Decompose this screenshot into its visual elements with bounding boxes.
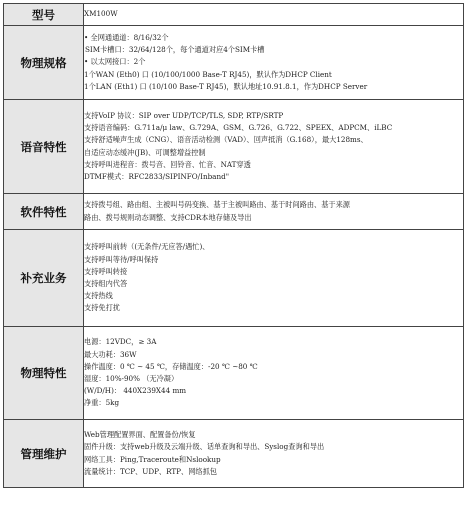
row-line: 最大功耗：36W (84, 349, 137, 359)
row-line: 支持呼叫等待/呼叫保持 (84, 254, 159, 264)
row-key: 物理规格 (4, 26, 84, 100)
row-line: 操作温度：0 ℃ ~ 45 ℃，存储温度：-20 ℃ ~80 ℃ (84, 361, 258, 371)
row-value (84, 100, 464, 194)
row-line: • 以太网接口：2个 (84, 57, 146, 67)
row-line: 支持语音编码：G.711a/μ law、G.729A、GSM、G.726、G.722、SPEEX、ADPCM、iLBC (84, 123, 393, 133)
row-line: 网络工具：Ping,Traceroute和Nslookup (84, 454, 221, 464)
row-model (4, 4, 464, 26)
row-value (84, 327, 464, 420)
row-line: (W/D/H)： 440X239X44 mm (84, 386, 187, 396)
row-key: 管理维护 (4, 420, 84, 488)
row-line: SIM卡槽口：32/64/128个，每个通道对应4个SIM卡槽 (85, 45, 265, 55)
row-line: 支持呼叫进程音：拨号音、回铃音、忙音、NAT穿透 (84, 159, 251, 169)
row-line: 自适应动态缓冲(JB)、可调整增益控制 (84, 147, 206, 157)
row-line: DTMF模式：RFC2833/SIPINFO/Inband" (84, 171, 229, 181)
row-supplementary-services (4, 230, 464, 327)
row-line: Web管理配置界面、配置备份/恢复 (84, 430, 196, 440)
row-line: • 全网通通道：8/16/32个 (84, 32, 169, 42)
row-line: 1个WAN (Eth0) 口 (10/100/1000 Base-T RJ45)，默认作为DHCP Client (84, 69, 332, 79)
row-value (84, 194, 464, 230)
row-line: 流量统计：TCP、UDP、RTP、网络抓包 (84, 466, 217, 476)
row-value (84, 4, 464, 26)
spec-table (3, 3, 464, 488)
row-key: 语音特性 (4, 100, 84, 194)
row-key: 补充业务 (4, 230, 84, 327)
row-value (84, 420, 464, 488)
row-line: 支持呼叫前转（(无条件/无应答/遇忙)、 (84, 242, 210, 252)
row-line: 1个LAN (Eth1) 口 (10/100 Base-T RJ45)，默认地址10.91.8.1，作为DHCP Server (84, 81, 368, 91)
row-physical-characteristics (4, 327, 464, 420)
row-value (84, 26, 464, 100)
row-line: 支持组内代答 (84, 279, 128, 288)
row-physical-spec (4, 26, 464, 100)
row-line: 净重：5kg (84, 398, 120, 408)
row-line: 湿度：10%-90% （无冷凝） (84, 374, 179, 383)
row-line: XM100W (84, 9, 118, 19)
row-line: 支持舒适噪声生成（CNG）、语音活动检测（VAD）、回声抵消（G.168），最大128ms、 (84, 135, 368, 145)
row-key: 软件特性 (4, 194, 84, 230)
row-line: 路由、拨号规则动态调整、支持CDR本地存储及导出 (84, 212, 252, 222)
row-line: 支持VoIP 协议：SIP over UDP/TCP/TLS, SDP, RTP/SRTP (84, 110, 284, 120)
row-management (4, 420, 464, 488)
row-line: 支持拨号组、路由组、主被叫号码变换、基于主被叫路由、基于时间路由、基于来源 (84, 200, 350, 210)
row-line: 固件升级：支持web升级及云端升级、话单查询和导出、Syslog查询和导出 (84, 442, 325, 452)
row-line: 支持呼叫转接 (84, 266, 128, 276)
row-line: 电源：12VDC，≥ 3A (84, 337, 157, 347)
row-line: 支持免打扰 (84, 303, 120, 313)
row-software-features (4, 194, 464, 230)
row-line: 支持热线 (84, 291, 113, 301)
row-key: 物理特性 (4, 327, 84, 420)
row-voice-features (4, 100, 464, 194)
row-key: 型号 (4, 4, 84, 26)
row-value (84, 230, 464, 327)
